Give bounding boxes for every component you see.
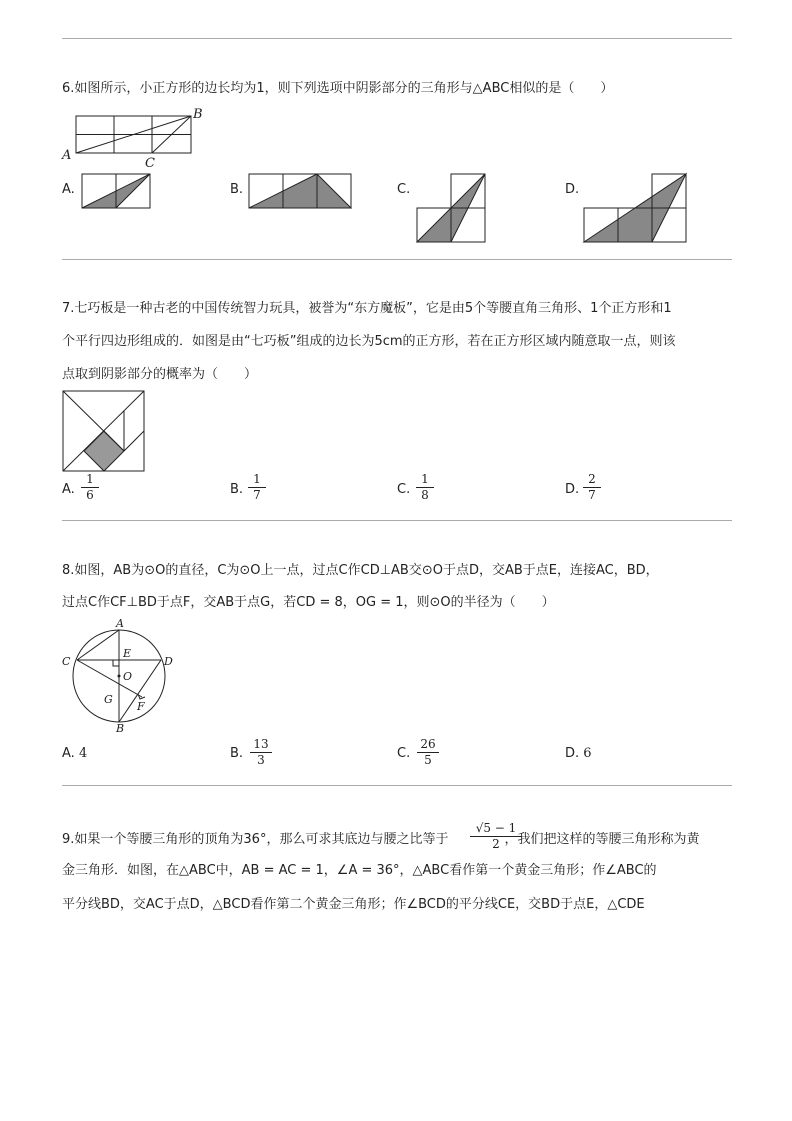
q7-option-d-fraction[interactable] xyxy=(583,472,601,503)
label-c: C xyxy=(145,156,155,171)
denominator: 5 xyxy=(424,753,432,767)
q7-option-c-label[interactable]: C. xyxy=(397,482,411,497)
q8-option-c-label[interactable]: C. xyxy=(397,746,411,761)
label-g: G xyxy=(104,693,113,706)
q9-stem-line2: 金三角形．如图，在△ABC中，AB = AC = 1，∠A = 36°，△ABC看作第一个黄金三角形；作∠ABC的 xyxy=(62,863,657,878)
q8-stem-line1: 8.如图，AB为⊙O的直径，C为⊙O上一点，过点C作CD⊥AB交⊙O于点D，交AB于点E，连接AC，BD， xyxy=(62,563,659,578)
label-d: D xyxy=(164,655,173,668)
denominator: 2 xyxy=(492,837,500,851)
q7-tangram-figure xyxy=(62,390,146,472)
q8-option-c-fraction[interactable] xyxy=(417,737,439,768)
q8-option-b-fraction[interactable] xyxy=(250,737,272,768)
option-value: 6 xyxy=(583,746,592,761)
numerator: 1 xyxy=(248,472,266,488)
top-divider xyxy=(62,38,732,39)
label-f: F xyxy=(137,700,145,713)
numerator: 13 xyxy=(250,737,272,753)
label-e: E xyxy=(123,647,132,660)
option-label: D. xyxy=(565,746,580,761)
q7-option-a-label[interactable]: A. xyxy=(62,482,75,497)
q8-stem-line2: 过点C作CF⊥BD于点F，交AB于点G，若CD = 8，OG = 1，则⊙O的半径为（ ） xyxy=(62,595,555,610)
q6-option-a-figure[interactable] xyxy=(82,173,152,209)
q6-option-d-label[interactable]: D. xyxy=(565,182,580,197)
divider-q6-q7 xyxy=(62,259,732,260)
q7-option-b-label[interactable]: B. xyxy=(230,482,244,497)
label-b: B xyxy=(193,107,203,122)
q9-stem-post: ，我们把这样的等腰三角形称为黄 xyxy=(504,832,700,847)
numerator: 1 xyxy=(81,472,99,488)
q7-stem-line2: 个平行四边形组成的．如图是由“七巧板”组成的边长为5cm的正方形，若在正方形区域内随意取一点，则该 xyxy=(62,334,676,349)
label-b: B xyxy=(116,722,125,735)
option-label: A. xyxy=(62,746,75,761)
q6-option-c-figure[interactable] xyxy=(417,174,489,244)
q6-option-c-label[interactable]: C. xyxy=(397,182,411,197)
q6-stem: 6.如图所示，小正方形的边长均为1，则下列选项中阴影部分的三角形与△ABC相似的是（ ） xyxy=(62,81,614,96)
q9-ratio-fraction xyxy=(470,821,522,852)
label-o: O xyxy=(123,670,133,683)
q7-option-b-fraction[interactable] xyxy=(248,472,266,503)
label-a: A xyxy=(116,617,124,630)
denominator: 3 xyxy=(257,753,265,767)
q8-option-b-label[interactable]: B. xyxy=(230,746,244,761)
q6-option-a-label[interactable]: A. xyxy=(62,182,75,197)
q7-option-c-fraction[interactable] xyxy=(416,472,434,503)
q7-stem-line1: 7.七巧板是一种古老的中国传统智力玩具，被誉为“东方魔板”，它是由5个等腰直角三角形、1个正方形和1 xyxy=(62,301,672,316)
q6-option-b-label[interactable]: B. xyxy=(230,182,244,197)
numerator: √5 − 1 xyxy=(470,821,522,837)
option-value: 4 xyxy=(78,746,88,761)
q7-stem-line3: 点取到阴影部分的概率为（ ） xyxy=(62,367,258,382)
divider-q7-q8 xyxy=(62,520,732,521)
q7-option-d-label[interactable]: D. xyxy=(565,482,580,497)
divider-q8-q9 xyxy=(62,785,732,786)
label-c: C xyxy=(62,655,71,668)
q8-circle-figure xyxy=(60,614,180,736)
denominator: 6 xyxy=(86,488,94,502)
q9-stem-line1 xyxy=(62,831,699,849)
q6-option-d-figure[interactable] xyxy=(584,174,690,244)
q6-option-b-figure[interactable] xyxy=(249,173,353,209)
q9-stem-line3: 平分线BD，交AC于点D，△BCD看作第二个黄金三角形；作∠BCD的平分线CE，交BD于点E，△CDE xyxy=(62,897,645,912)
label-a: A xyxy=(62,148,72,163)
q8-option-d[interactable] xyxy=(565,745,592,763)
numerator: 26 xyxy=(417,737,439,753)
denominator: 7 xyxy=(588,488,596,502)
denominator: 8 xyxy=(421,488,429,502)
q9-stem-pre: 9.如果一个等腰三角形的顶角为36°，那么可求其底边与腰之比等于 xyxy=(62,832,449,847)
numerator: 2 xyxy=(583,472,601,488)
q7-option-a-fraction[interactable] xyxy=(81,472,99,503)
q8-option-a[interactable] xyxy=(62,745,87,763)
denominator: 7 xyxy=(253,488,261,502)
numerator: 1 xyxy=(416,472,434,488)
q6-figure-abc xyxy=(60,104,210,174)
